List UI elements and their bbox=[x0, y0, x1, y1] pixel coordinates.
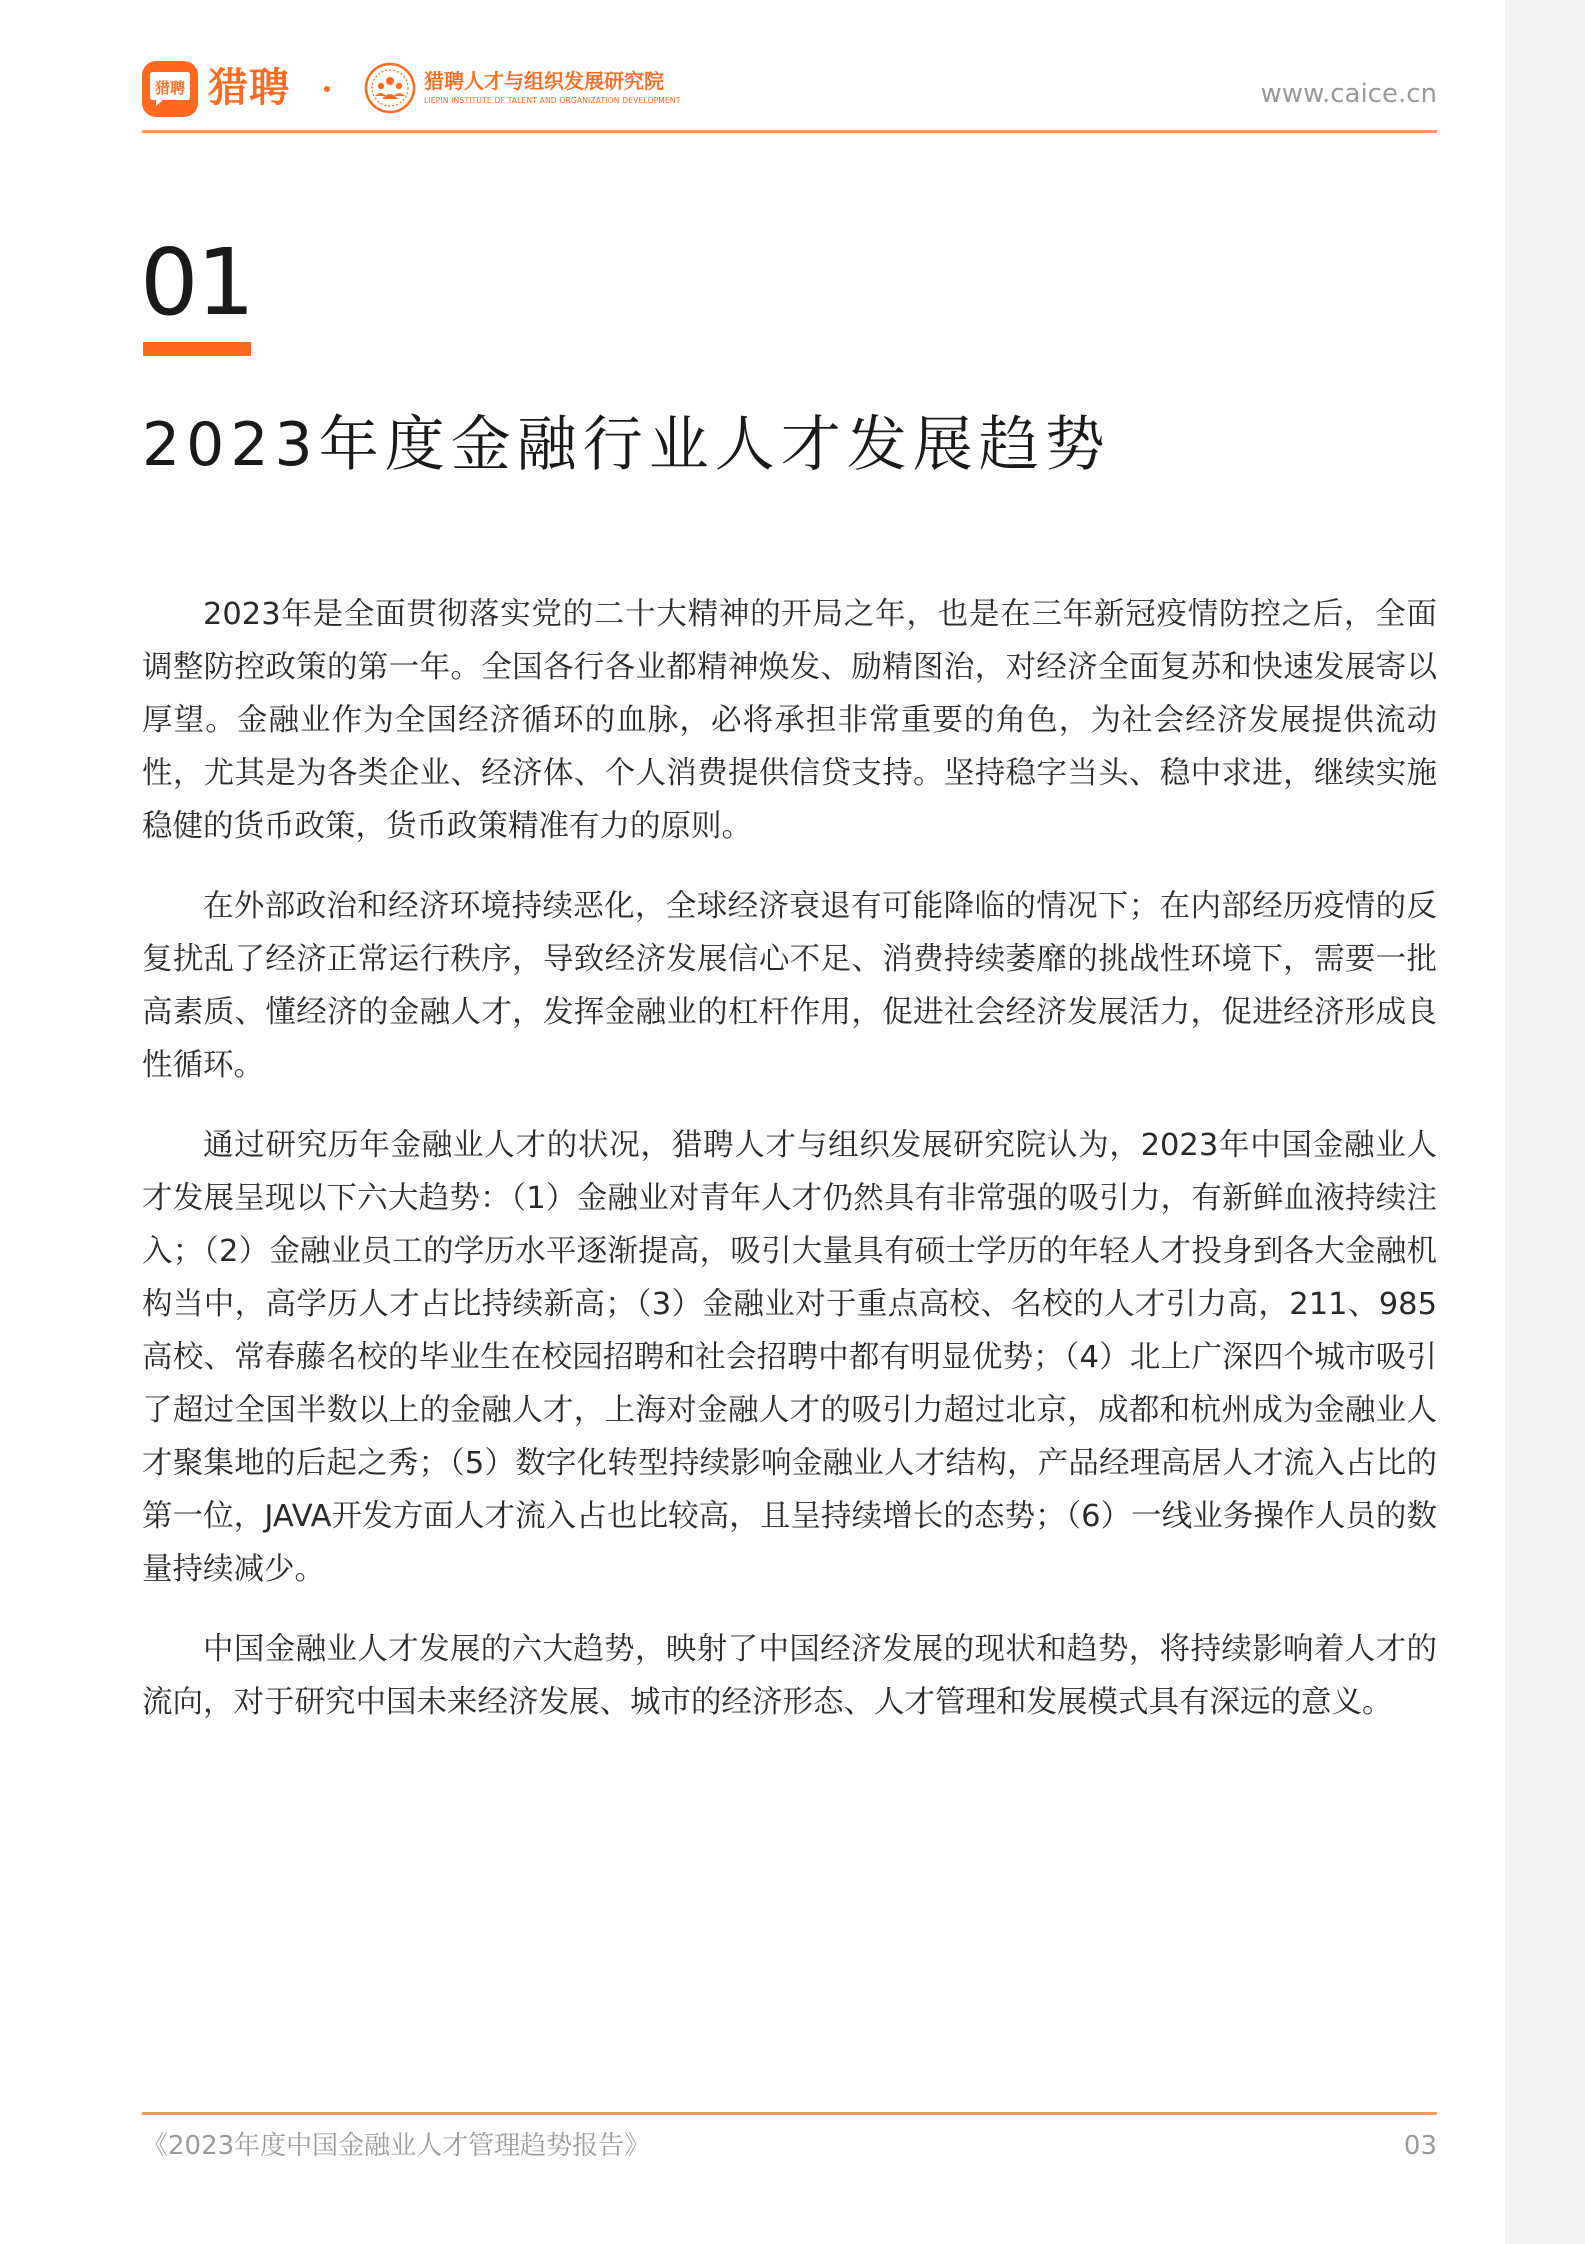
paragraph: 2023年是全面贯彻落实党的二十大精神的开局之年，也是在三年新冠疫情防控之后，全面调整防控政策的第一年。全国各行各业都精神焕发、励精图治，对经济全面复苏和快速发展寄以厚望。金融业作为全国经济循环的血脉，必将承担非常重要的角色，为社会经济发展提供流动性，尤其是为各类企业、经济体、个人消费提供信贷支持。坚持稳字当头、稳中求进，继续实施稳健的货币政策，货币政策精准有力的原则。 bbox=[142, 597, 1437, 844]
brand-name: 猎聘 bbox=[208, 65, 290, 111]
footer-divider bbox=[142, 2112, 1437, 2115]
body-text bbox=[142, 588, 1437, 1756]
footer-report-title: 《2023年度中国金融业人才管理趋势报告》 bbox=[142, 2131, 651, 2161]
section-title: 2023年度金融行业人才发展趋势 bbox=[142, 410, 1111, 480]
page-header bbox=[142, 56, 1437, 136]
paragraph: 通过研究历年金融业人才的状况，猎聘人才与组织发展研究院认为，2023年中国金融业人才发展呈现以下六大趋势：（1）金融业对青年人才仍然具有非常强的吸引力，有新鲜血液持续注入；（2）金融业员工的学历水平逐渐提高，吸引大量具有硕士学历的年轻人才投身到各大金融机构当中，高学历人才占比持续新高；（3）金融业对于重点高校、名校的人才引力高，211、985高校、常春藤名校的毕业生在校园招聘和社会招聘中都有明显优势；（4）北上广深四个城市吸引了超过全国半数以上的金融人才，上海对金融人才的吸引力超过北京，成都和杭州成为金融业人才聚集地的后起之秀；（5）数字化转型持续影响金融业人才结构，产品经理高居人才流入占比的第一位，JAVA开发方面人才流入占也比较高，且呈持续增长的态势；（6）一线业务操作人员的数量持续减少。 bbox=[142, 1128, 1437, 1587]
institute-name: 猎聘人才与组织发展研究院 bbox=[424, 69, 664, 93]
header-divider bbox=[142, 130, 1437, 133]
paragraph: 在外部政治和经济环境持续恶化，全球经济衰退有可能降临的情况下；在内部经历疫情的反复扰乱了经济正常运行秩序，导致经济发展信心不足、消费持续萎靡的挑战性环境下，需要一批高素质、懂经济的金融人才，发挥金融业的杠杆作用，促进社会经济发展活力，促进经济形成良性循环。 bbox=[142, 889, 1437, 1083]
page-margin-strip bbox=[1505, 0, 1585, 2244]
paragraph: 中国金融业人才发展的六大趋势，映射了中国经济发展的现状和趋势，将持续影响着人才的流向，对于研究中国未来经济发展、城市的经济形态、人才管理和发展模式具有深远的意义。 bbox=[142, 1632, 1437, 1720]
institute-english-name: LIEPIN INSTITUTE OF TALENT AND ORGANIZATION DEVELOPMENT bbox=[424, 96, 681, 105]
brand-mark-text: 猎聘 bbox=[154, 79, 186, 97]
liepin-logo-icon bbox=[142, 61, 198, 117]
section-number: 01 bbox=[140, 229, 254, 336]
section-accent-bar bbox=[143, 342, 251, 356]
institute-emblem-icon bbox=[364, 62, 416, 114]
page-number: 03 bbox=[1403, 2131, 1437, 2161]
website-link[interactable]: www.caice.cn bbox=[1260, 79, 1437, 109]
separator-dot bbox=[324, 86, 330, 92]
speech-bubble-icon bbox=[147, 69, 193, 109]
